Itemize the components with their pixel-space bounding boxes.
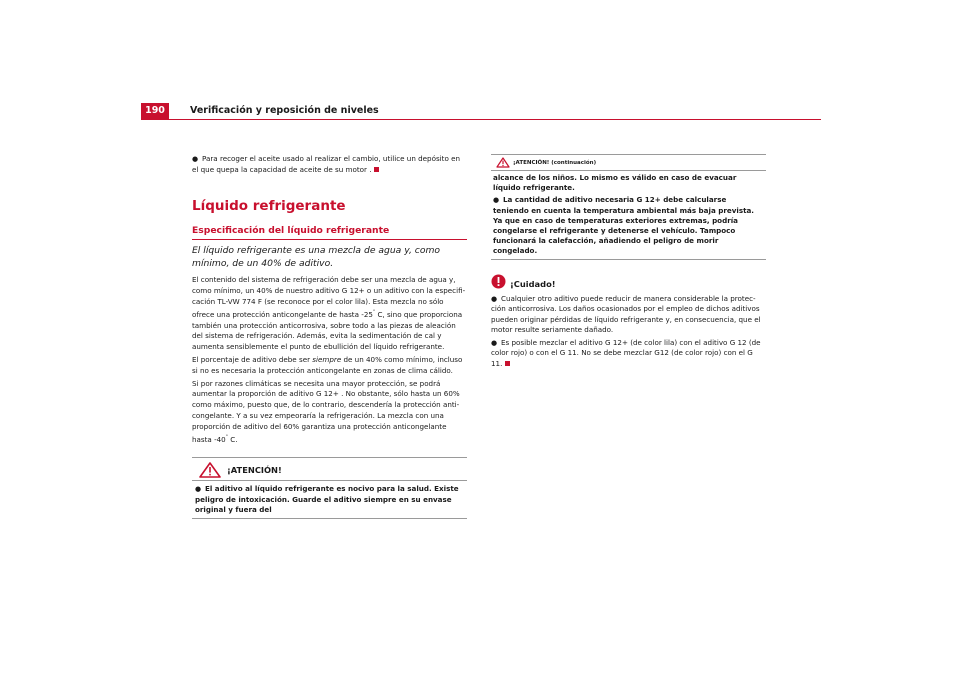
caution-exclamation-icon	[491, 274, 506, 289]
p2-text-b: de un 40% como mínimo, incluso si no es necesaria la protección anticongelante en zonas de clima cálido.	[192, 354, 463, 375]
chapter-title: Verificación y reposición de niveles	[190, 105, 379, 116]
warning-continued-text: alcance de los niños. Lo mismo es válido en caso de evacuar líquido refrigerante.	[493, 173, 737, 193]
lead-paragraph: El líquido refrigerante es una mezcla de agua y, como mínimo, de un 40% de aditivo.	[192, 244, 441, 269]
caution-body	[491, 294, 766, 370]
warning-body	[192, 481, 467, 517]
bullet-dot-icon: ●	[192, 155, 199, 163]
intro-bullet-paragraph	[192, 154, 467, 176]
left-column	[192, 154, 467, 519]
bullet-dot-icon: ●	[493, 196, 500, 205]
p1-text-b: C, sino que proporciona también una protección anticorrosiva, sobre todo a las piezas de aleación del sistema de refrigeración. Además, evita la sedimentación de cal y aumenta sensiblemente el punto de ebullición del líquido refrigerante.	[192, 309, 463, 352]
degree-sign: °	[225, 434, 228, 440]
warning-continued-bullet	[493, 195, 764, 256]
warning-continued-box	[491, 154, 766, 260]
body-paragraph-2	[192, 355, 467, 377]
header-rule	[141, 119, 821, 120]
bullet-dot-icon: ●	[491, 294, 498, 303]
warning-triangle-icon	[199, 462, 221, 478]
warning-triangle-icon	[496, 157, 510, 168]
bullet-dot-icon: ●	[195, 485, 202, 494]
caution-bullet-1	[491, 294, 766, 336]
caution-bullet-2	[491, 338, 766, 370]
p2-text-a: El porcentaje de aditivo debe ser	[192, 354, 313, 364]
p2-emphasis: siempre	[312, 354, 342, 364]
warning-bullet	[195, 484, 464, 515]
page-number: 190	[141, 103, 169, 119]
p3-text-a: Si por razones climáticas se necesita una mayor protección, se podrá aumentar la proporción de aditivo G 12+ . No obstante, sólo hasta un 60% como máximo, puesto que, de lo contrario, descendería la protección anticongelante. Y a su vez empeoraría la refrigeración. La mezcla con una proporción de aditivo del 60% garantiza una protección anticongelante hasta -40	[192, 378, 460, 444]
section-title: Líquido refrigerante	[192, 197, 346, 214]
caution-title: ¡Cuidado!	[510, 278, 556, 289]
body-paragraph-1	[192, 275, 467, 353]
warning-continued-title: ¡ATENCIÓN! (continuación)	[513, 160, 597, 166]
warning-box	[192, 457, 467, 518]
end-square-icon	[505, 361, 510, 366]
caution-header	[491, 274, 766, 294]
caution-bullet-2-text: Es posible mezclar el aditivo G 12+ (de color lila) con el aditivo G 12 (de color rojo) o con el G 11. No se debe mezclar G12 (de color rojo) con el G 11.	[491, 337, 761, 368]
bullet-dot-icon: ●	[491, 338, 498, 347]
p3-text-b: C.	[227, 434, 238, 444]
page-header	[141, 103, 821, 119]
warning-bullet-text: El aditivo al líquido refrigerante es nocivo para la salud. Existe peligro de intoxicación. Guarde el aditivo siempre en su envase original y fuera del	[195, 484, 459, 515]
intro-bullet-text: Para recoger el aceite usado al realizar el cambio, utilice un depósito en el que quepa la capacidad de aceite de su motor .	[192, 154, 460, 174]
subsection-title: Especificación del líquido refrigerante	[192, 224, 467, 240]
warning-continued-bullet-text: La cantidad de aditivo necesaria G 12+ debe calcularse teniendo en cuenta la temperatura ambiental más baja prevista. Ya que en caso de temperaturas exteriores extremas, podría congelarse el refrigerante y detenerse el vehículo. Tampoco funcionará la calefacción, añadiendo el peligro de morir congelado.	[493, 195, 755, 256]
right-column	[491, 154, 766, 369]
end-square-icon	[374, 167, 379, 172]
warning-header	[192, 458, 467, 481]
degree-sign: °	[372, 309, 376, 315]
caution-bullet-1-text: Cualquier otro aditivo puede reducir de manera considerable la protección anticorrosiva. Los daños ocasionados por el empleo de dichos aditivos pueden originar pérdidas de líquido refrigerante y, en consecuencia, que el motor resulte seriamente dañado.	[491, 293, 761, 335]
warning-continued-header	[491, 155, 766, 171]
warning-title: ¡ATENCIÓN!	[227, 465, 282, 476]
body-paragraph-3	[192, 379, 467, 446]
p1-text-a: El contenido del sistema de refrigeración debe ser una mezcla de agua y, como mínimo, un 40% de nuestro aditivo G 12+ o un aditivo con la especificación TL-VW 774 F (se reconoce por el color lila). Esta mezcla no sólo ofrece una protección anticongelante de hasta -25	[192, 275, 466, 319]
warning-continued-body	[491, 171, 766, 259]
